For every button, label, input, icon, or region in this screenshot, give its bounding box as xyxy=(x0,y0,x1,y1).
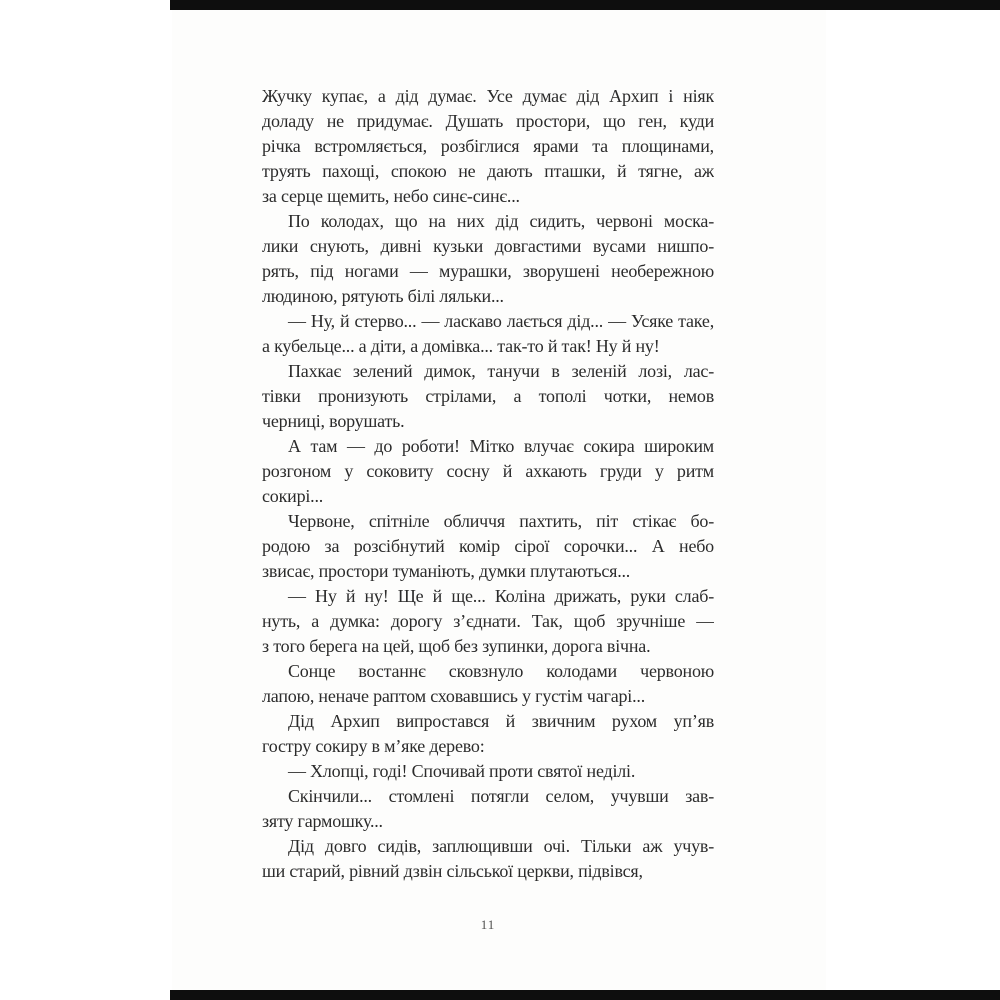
text-line: ши старий, рівний дзвін сільської церкви, підвівся, xyxy=(262,861,643,881)
text-line: Червоне, спітніле обличчя пахтить, піт стікає бо- xyxy=(288,511,714,531)
text-line: По колодах, що на них дід сидить, червоні моска- xyxy=(288,211,714,231)
text-line: а кубельце... а діти, а домівка... так-то й так! Ну й ну! xyxy=(262,336,660,356)
text-line: родою за розсібнутий комір сірої сорочки... А небо xyxy=(262,536,714,556)
book-page-text xyxy=(262,84,714,884)
scan-edge-bottom-bar xyxy=(170,990,1000,1000)
text-line: сокирі... xyxy=(262,486,324,506)
text-line: розгоном у соковиту сосну й ахкають груди у ритм xyxy=(262,461,714,481)
page-number: 11 xyxy=(480,917,496,932)
text-line: — Хлопці, годі! Спочивай проти святої неділі. xyxy=(288,761,636,781)
text-line: гостру сокиру в м’яке дерево: xyxy=(262,736,485,756)
text-line: нуть, а думка: дорогу з’єднати. Так, щоб зручніше — xyxy=(262,611,714,631)
scan-edge-top-bar xyxy=(170,0,1000,10)
text-line: — Ну, й стерво... — ласкаво лається дід... — Усяке таке, xyxy=(288,311,714,331)
text-line: доладу не придумає. Душать простори, що ген, куди xyxy=(262,111,714,131)
text-line: людиною, рятують білі ляльки... xyxy=(262,286,504,306)
text-line: зяту гармошку... xyxy=(262,811,383,831)
text-line: лики снують, дивні кузьки довгастими вусами нишпо- xyxy=(262,236,714,256)
text-line: звисає, простори туманіють, думки плутаються... xyxy=(262,561,631,581)
text-line: рять, під ногами — мурашки, зворушені необережною xyxy=(262,261,714,281)
text-line: з того берега на цей, щоб без зупинки, дорога вічна. xyxy=(262,636,651,656)
text-line: — Ну й ну! Ще й ще... Коліна дрижать, руки слаб- xyxy=(288,586,714,606)
text-line: Скінчили... стомлені потягли селом, учувши зав- xyxy=(288,786,714,806)
text-line: Сонце востаннє сковзнуло колодами червоною xyxy=(288,661,714,681)
text-line: А там — до роботи! Мітко влучає сокира широким xyxy=(288,436,714,456)
text-line: черниці, ворушать. xyxy=(262,411,405,431)
text-line: труять пахощі, спокою не дають пташки, й тягне, аж xyxy=(262,161,714,181)
text-line: річка встромляється, розбіглися ярами та площинами, xyxy=(262,136,714,156)
text-line: Дід Архип випростався й звичним рухом уп’яв xyxy=(288,711,714,731)
text-line: лапою, неначе раптом сховавшись у густім чагарі... xyxy=(262,686,645,706)
text-line: Жучку купає, а дід думає. Усе думає дід Архип і ніяк xyxy=(262,86,714,106)
text-line: тівки пронизують стрілами, а тополі чотки, немов xyxy=(262,386,714,406)
text-line: Дід довго сидів, заплющивши очі. Тільки аж учув- xyxy=(288,836,714,856)
text-line: за серце щемить, небо синє-синє... xyxy=(262,186,520,206)
text-line: Пахкає зелений димок, танучи в зеленій лозі, лас- xyxy=(288,361,714,381)
